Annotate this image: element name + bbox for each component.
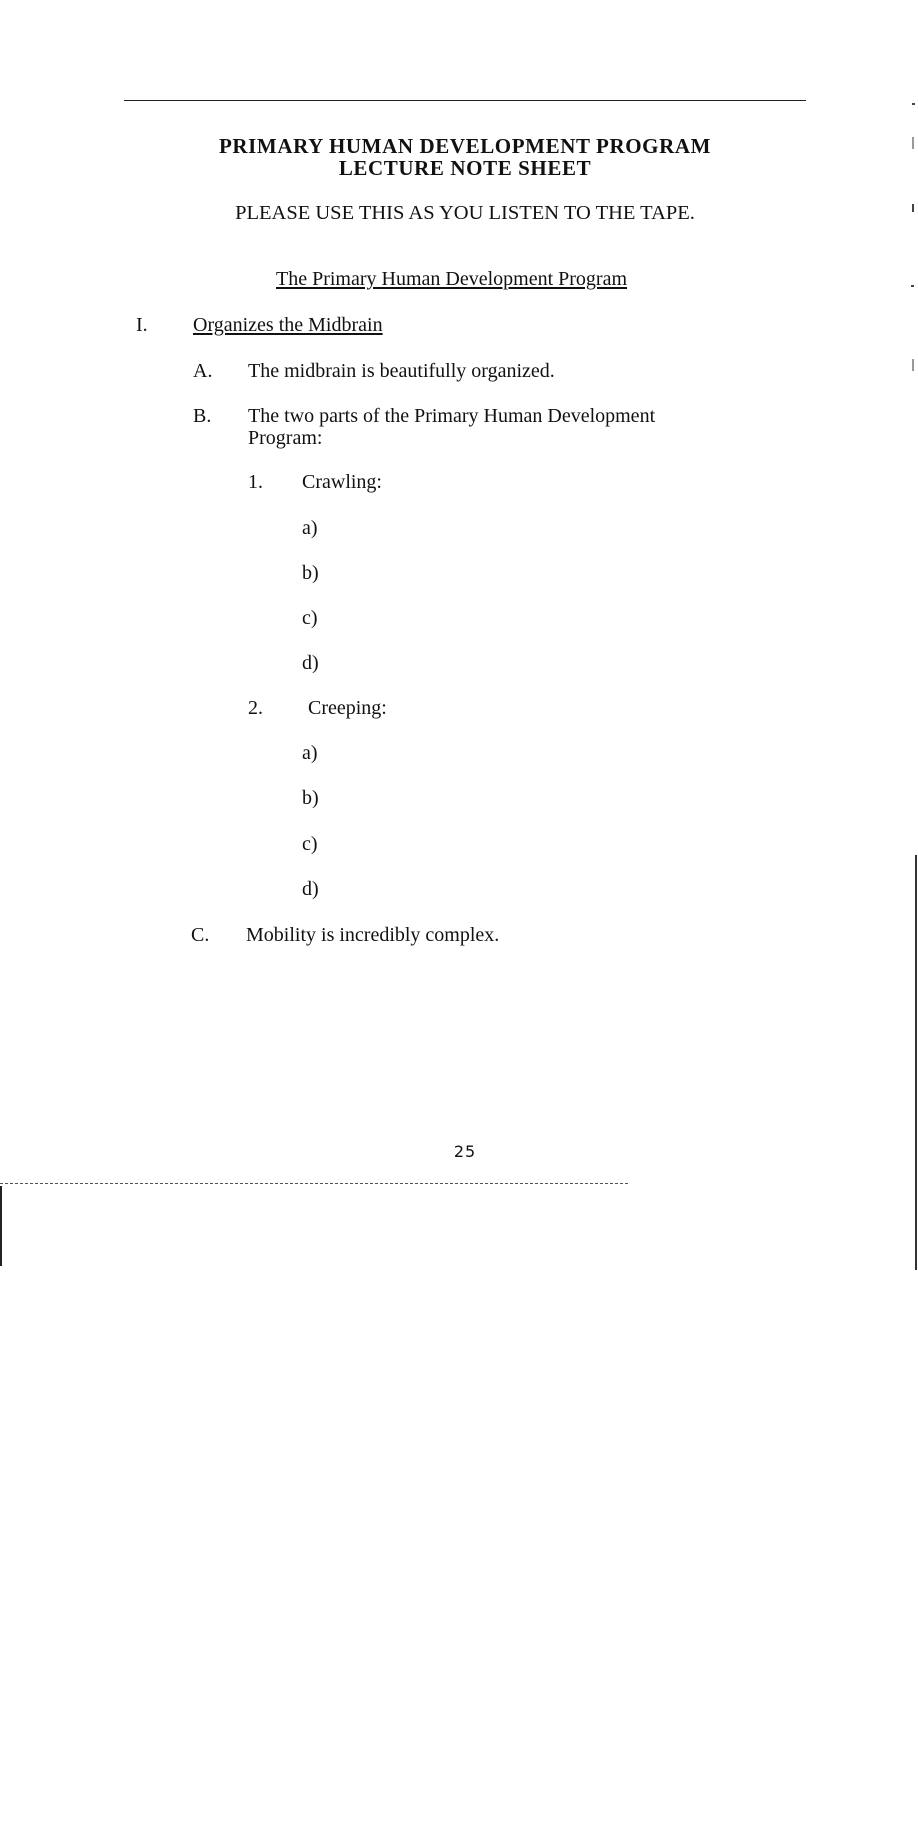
outline-1-marker: 1.: [248, 471, 263, 493]
bottom-rule: [0, 1183, 628, 1184]
instruction-text: PLEASE USE THIS AS YOU LISTEN TO THE TAPE.: [235, 202, 695, 224]
section-heading: The Primary Human Development Program: [276, 268, 628, 290]
scan-edge-left: [0, 1186, 2, 1266]
outline-c-marker: C.: [191, 924, 210, 946]
outline-a-marker: A.: [193, 360, 213, 382]
crawling-item-d: d): [302, 652, 319, 674]
scan-speck: [912, 137, 914, 149]
outline-b-text-line1: The two parts of the Primary Human Development: [248, 405, 656, 427]
outline-i-marker: I.: [136, 314, 148, 336]
scan-speck: [912, 103, 915, 105]
outline-c-text: Mobility is incredibly complex.: [246, 924, 500, 946]
creeping-item-c: c): [302, 833, 318, 855]
outline-2-marker: 2.: [248, 697, 263, 719]
scan-speck: [911, 285, 914, 287]
outline-1-text: Crawling:: [302, 471, 382, 493]
top-rule: [124, 100, 806, 101]
page-number: 25: [453, 1142, 477, 1161]
page-title-line1: PRIMARY HUMAN DEVELOPMENT PROGRAM: [218, 134, 712, 158]
creeping-item-b: b): [302, 787, 319, 809]
outline-b-text-line2: Program:: [248, 427, 323, 449]
crawling-item-b: b): [302, 562, 319, 584]
outline-i-text: Organizes the Midbrain: [193, 314, 383, 336]
outline-b-marker: B.: [193, 405, 212, 427]
crawling-item-a: a): [302, 517, 318, 539]
outline-2-text: Creeping:: [308, 697, 387, 719]
outline-a-text: The midbrain is beautifully organized.: [248, 360, 555, 382]
creeping-item-d: d): [302, 878, 319, 900]
page-title-line2: LECTURE NOTE SHEET: [338, 156, 592, 180]
scan-speck: [912, 204, 914, 212]
scan-edge-right: [915, 855, 917, 1270]
creeping-item-a: a): [302, 742, 318, 764]
scan-speck: [912, 359, 914, 371]
crawling-item-c: c): [302, 607, 318, 629]
